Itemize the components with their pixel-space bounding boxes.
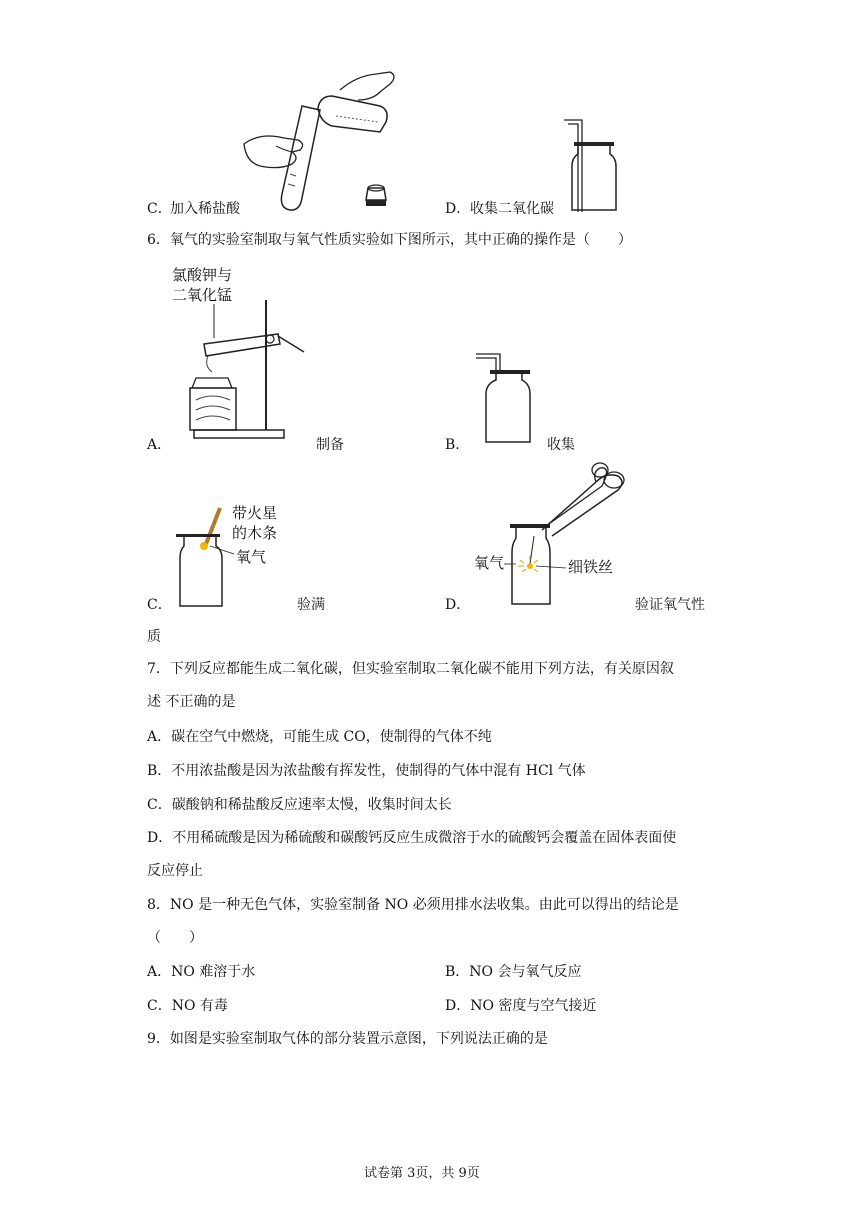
q6-option-d-letter: D．: [445, 597, 471, 613]
q8-stem-line1: 8．NO 是一种无色气体，实验室制备 NO 必须用排水法收集。由此可以得出的结论是: [147, 897, 679, 913]
q7-option-d-line1: D．不用稀硫酸是因为稀硫酸和碳酸钙反应生成微溶于水的硫酸钙会覆盖在固体表面使: [147, 830, 677, 846]
q7-stem-line1: 7．下列反应都能生成二氧化碳，但实验室制取二氧化碳不能用下列方法，有关原因叙: [147, 661, 674, 677]
figure-collect-co2: [560, 116, 620, 216]
q8-option-d: D．NO 密度与空气接近: [445, 998, 597, 1014]
label-kclo3-mno2-line1: 氯酸钾与: [172, 266, 233, 284]
q8-option-c: C．NO 有毒: [147, 998, 228, 1014]
q5-option-c-letter: C．: [147, 201, 172, 217]
q6-option-d-caption-line2: 质: [147, 629, 161, 645]
q6-option-c-letter: C．: [147, 597, 172, 613]
q7-option-a: A．碳在空气中燃烧，可能生成 CO，使制得的气体不纯: [147, 729, 492, 745]
q5-option-c-text: 加入稀盐酸: [170, 201, 240, 217]
page-footer: 试卷第 3页，共 9页: [364, 1166, 480, 1181]
q5-option-d-text: 收集二氧化碳: [470, 201, 554, 217]
q8-option-a: A．NO 难溶于水: [147, 964, 256, 980]
q6-option-b-caption: 收集: [547, 437, 575, 453]
q6-option-a-letter: A．: [147, 437, 172, 453]
q8-option-b: B．NO 会与氧气反应: [445, 964, 582, 980]
q8-stem-line2: （ ）: [147, 930, 203, 946]
label-oxygen-d: 氧气: [474, 554, 505, 572]
q7-option-b: B．不用浓盐酸是因为浓盐酸有挥发性，使制得的气体中混有 HCl 气体: [147, 763, 586, 779]
q7-option-c: C．碳酸钠和稀盐酸反应速率太慢，收集时间太长: [147, 797, 452, 813]
label-iron-wire: 细铁丝: [568, 558, 614, 576]
figure-q6c-check-full: [174, 500, 294, 610]
figure-q6b-collection: [472, 350, 534, 446]
label-glowing-stick-line2: 的木条: [232, 524, 278, 542]
label-kclo3-mno2-line2: 二氧化锰: [172, 286, 233, 304]
q7-stem-line2: 述 不正确的是: [147, 694, 236, 710]
q5-option-d-letter: D．: [445, 201, 471, 217]
q6-option-b-letter: B．: [445, 437, 470, 453]
q6-option-d-caption-line1: 验证氧气性: [635, 597, 705, 613]
q6-stem: 6．氧气的实验室制取与氧气性质实验如下图所示，其中正确的操作是（ ）: [147, 232, 632, 248]
q6-option-a-caption: 制备: [316, 437, 344, 453]
q6-option-c-caption: 验满: [297, 597, 325, 613]
q9-stem: 9．如图是实验室制取气体的部分装置示意图，下列说法正确的是: [147, 1031, 548, 1047]
figure-add-dilute-hcl: [240, 66, 400, 216]
label-glowing-stick-line1: 带火星: [232, 504, 278, 522]
q7-option-d-line2: 反应停止: [147, 863, 203, 879]
figure-q6d-iron-in-oxygen: [468, 460, 632, 610]
label-oxygen-c: 氧气: [236, 548, 267, 566]
figure-q6a-preparation: [168, 260, 313, 450]
